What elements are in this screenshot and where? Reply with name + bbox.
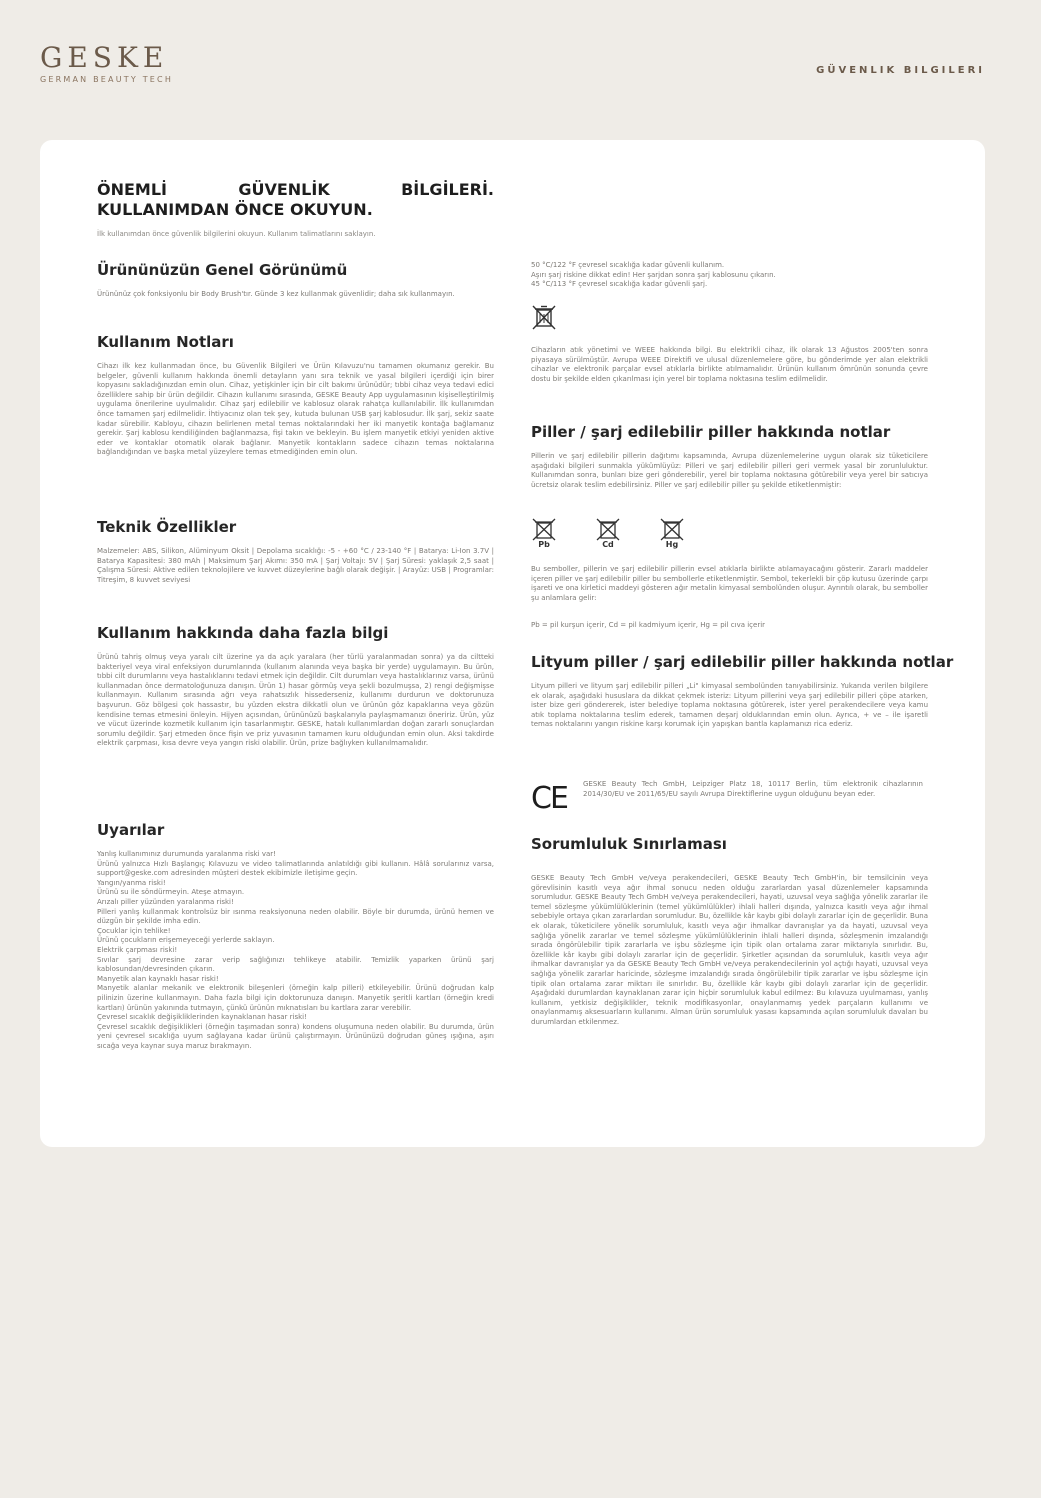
usage-notes-heading: Kullanım Notları <box>97 333 234 351</box>
liability-heading: Sorumluluk Sınırlaması <box>531 835 727 853</box>
temp-line: 45 °C/113 °F çevresel sıcaklığa kadar güvenli şarj. <box>531 280 708 289</box>
warning-line: Arızalı piller yüzünden yaralanma riski! <box>97 897 234 906</box>
overview-text: Ürününüz çok fonksiyonlu bir Body Brush'tır. Günde 3 kez kullanmak güvenlidir; daha sık kullanmayın. <box>97 290 455 298</box>
liability-text: GESKE Beauty Tech GmbH ve/veya perakendecileri, GESKE Beauty Tech GmbH'in, bir temsilcinin veya görevlisinin kasıtlı veya ağır ihmal sonucu neden olduğu zararlardan yasal düzenlemeler kapsamında sorumludur. GESKE Beauty Tech GmbH ve/veya perakendecileri, hayati, uzuvsal veya sağlığa yönelik zararlar ile temel sözleşme yükümlülüklerinin (temel yükümlülükler) ihlali halleri dışında, yalnızca kasıtlı veya ağır ihmal sebebiyle ortaya çıkan zararlardan sorumludur. Bu, özellikle kâr kaybı gibi dolaylı zararlar için de geçerlidir. Buna ek olarak, tüketicilere yönelik sorumluluk, kasıtlı veya ağır ihmalkar davranışlar ya da hayati, uzuvsal veya sağlığa yönelik zararlar ve temel sözleşme yükümlülüklerinin ihlali halleri dışında, sözleşmenin imzalandığı sırada öngörülebilir tipik zararlarla ve işbu sözleşme için tipik olan ortalama zarar miktarıyla sınırlıdır. Bu, özellikle kâr kaybı gibi dolaylı zararlar için de geçerlidir. Şirketler açısından da sorumluluk, kasıtlı veya ağır ihmalkar davranışlar ya da GESKE Beauty Tech GmbH ve/veya perakendecilerinin yol açtığı hayati, uzuvsal veya sağlığa yönelik zararlar haricinde, sözleşme imzalandığı sırada öngörülebilir tipik zararlar ve işbu sözleşme için tipik olan ortalama zarar miktarı ile sınırlıdır. Bu, özellikle kâr kaybı gibi dolaylı zararlar için de geçerlidir. Aşağıdaki durumlardan kaynaklanan zarar için hiçbir sorumluluk kabul edilmez: Bu kılavuza uyulmaması, yanlış kullanım, yetkisiz değişiklikler, teknik modifikasyonlar, onaylanmamış yedek parçaların kullanımı ve onaylanmamış aksesuarların kullanımı. Alman ürün sorumluluk yasası kapsamında açılan sorumluluk davaları bu durumlardan etkilenmez. <box>531 874 928 1026</box>
temp-line: 50 °C/122 °F çevresel sıcaklığa kadar güvenli kullanım. <box>531 261 725 269</box>
warning-line: Ürünü yalnızca Hızlı Başlangıç Kılavuzu ve video talimatlarında anlatıldığı gibi kullanın. Hâlâ sorularınız varsa, support@geske.com adresinden müşteri destek ekibimizle iletişime geçin. <box>97 859 494 878</box>
warning-line: Elektrik çarpması riski! <box>97 945 178 954</box>
batteries-text: Pillerin ve şarj edilebilir pillerin dağıtımı kapsamında, Avrupa düzenlemelerine uygun olarak siz tüketicilere aşağıdaki bilgileri sunmakla yükümlüyüz: Pilleri ve şarj edilebilir pilleri geri vermek yasal bir zorunluluktur. Kullanımdan sonra, bunları bize geri gönderebilir, yerel bir toplama noktasına götürebilir veya yerel bir satıcıya ücretsiz olarak teslim edebilirsiniz. Piller ve şarj edilebilir piller şu şekilde etiketlenmiştir: <box>531 452 928 489</box>
warning-line: Ürünü çocukların erişemeyeceği yerlerde saklayın. <box>97 936 275 945</box>
symbols-text: Bu semboller, pillerin ve şarj edilebilir pillerin evsel atıklarla birlikte atılamayacağını gösterir. Zararlı maddeler içeren piller ve şarj edilebilir piller bu sembollerle etiketlenmiştir. Sembol, tekerlekli bir çöp kutusu üzerinde çarpı işareti ve ona kirletici maddeyi gösteren ağır metalin kimyasal sembolünden oluşur. Ayrıntılı olarak, bu semboller şu anlamlara gelir: <box>531 565 928 602</box>
bin-symbol-hg <box>659 517 685 549</box>
page-title: ÖNEMLİ GÜVENLİK BİLGİLERİ. KULLANIMDAN ÖNCE OKUYUN. <box>97 180 494 219</box>
tech-specs-text: Malzemeler: ABS, Silikon, Alüminyum Oksit | Depolama sıcaklığı: -5 - +60 °C / 23-140 °F | Batarya: Li-Ion 3.7V | Batarya Kapasitesi: 380 mAh | Maksimum Şarj Akımı: 350 mA | Şarj Voltajı: 5V | Şarj Süresi: yaklaşık 2,5 saat | Çalışma Süresi: Aktive edilen teknolojilere ve kuvvet düzeylerine bağlı olarak değişir. | Arayüz: USB | Programlar: Titreşim, 8 kuvvet seviyesi <box>97 547 494 584</box>
temp-line: Aşırı şarj riskine dikkat edin! Her şarjdan sonra şarj kablosunu çıkarın. <box>531 270 776 279</box>
intro-note: İlk kullanımdan önce güvenlik bilgilerini okuyun. Kullanım talimatlarını saklayın. <box>97 230 376 238</box>
bin-label: Hg <box>665 540 679 549</box>
crossed-bin-icon <box>531 517 557 541</box>
ce-text: GESKE Beauty Tech GmbH, Leipziger Platz 18, 10117 Berlin, tüm elektronik cihazlarının 2014/30/EU ve 2011/65/EU sayılı Avrupa Direktiflerine uygun olduğunu beyan eder. <box>583 780 923 798</box>
crossed-bin-icon <box>595 517 621 541</box>
metals-legend: Pb = pil kurşun içerir, Cd = pil kadmiyum içerir, Hg = pil cıva içerir <box>531 621 766 629</box>
ce-mark-icon: CE <box>531 781 567 816</box>
bin-symbol-pb <box>531 517 557 549</box>
warnings-list <box>97 850 494 1051</box>
brand-tagline: GERMAN BEAUTY TECH <box>40 75 174 84</box>
weee-bin-icon <box>531 304 557 331</box>
overview-heading: Ürününüzün Genel Görünümü <box>97 261 348 279</box>
warning-line: Yanlış kullanımınız durumunda yaralanma riski var! <box>97 850 276 858</box>
bin-symbol-cd <box>595 517 621 549</box>
warning-line: Ürünü su ile söndürmeyin. Ateşe atmayın. <box>97 888 245 897</box>
usage-notes-text: Cihazı ilk kez kullanmadan önce, bu Güvenlik Bilgileri ve Ürün Kılavuzu'nu tamamen okumanız gerekir. Bu belgeler, güvenli kullanım hakkında önemli detayların yanı sıra teknik ve yasal bilgileri içerdiği için birer kopyasını sakladığınızdan emin olun. Cihaz, yetişkinler için bir cilt bakımı ürünüdür; tıbbi cihaz veya tedavi edici özelliklere sahip bir ürün değildir. Cihazın kullanımı sırasında, GESKE Beauty App uygulamasının kişiselleştirilmiş uygulama önerilerine uyulmalıdır. Cihaz şarj edilebilir ve kablosuz olarak rahatça kullanılabilir. İlk kullanımdan önce tamamen şarj edilmelidir. İhtiyacınız olan tek şey, kutuda bulunan USB şarj kablosudur. İlk şarj, sekiz saate kadar sürebilir. Kabloyu, cihazın belirlenen metal temas noktalarındaki her iki manyetik kontağa bağlamanız gerekir. Şarj kablosu kendiliğinden bağlanmazsa, fişi takın ve bekleyin. Bu işlem manyetik etkiyi yeniden aktive eder ve kontaklar otomatik olarak bağlanır. Manyetik kontakların sadece cihazın temas noktalarına bağlandığından ve başka metal yüzeylere temas etmediğinden emin olun. <box>97 362 494 457</box>
lithium-text: Lityum pilleri ve lityum şarj edilebilir pilleri „Li" kimyasal sembolünden tanıyabilirsiniz. Yukarıda verilen bilgilere ek olarak, aşağıdaki hususlara da dikkat çekmek isteriz: Lityum pillerini veya şarj edilebilir pilleri çöpe atarken, ister bize geri göndererek, ister belediye toplama noktasına götürerek, ister yerel perakendecilere veya kamu atık toplama noktalarına teslim ederek, tamamen deşarj olduklarından emin olun. Ayrıca, + ve – ile işaretli temas noktalarını yangın riskine karşı korumak için yapışkan bantla kaplamanızı rica ederiz. <box>531 682 928 729</box>
brand-name: GESKE <box>40 41 169 74</box>
tech-specs-heading: Teknik Özellikler <box>97 518 237 536</box>
weee-text: Cihazların atık yönetimi ve WEEE hakkında bilgi. Bu elektrikli cihaz, ilk olarak 13 Ağustos 2005'ten sonra piyasaya sürülmüştür. Avrupa WEEE Direktifi ve ulusal düzenlemelere göre, bu gönderimde yer alan elektrikli cihazlar ve elektronik parçalar evsel atıklarla birlikte atılmamalıdır. Ürünün kullanım ömrünün sonunda çevre dostu bir şekilde elden çıkarılması için yerel bir toplama noktasına teslim edilmelidir. <box>531 346 928 383</box>
batteries-heading: Piller / şarj edilebilir piller hakkında notlar <box>531 423 891 441</box>
brand-logo <box>40 41 174 84</box>
warning-line: Çevresel sıcaklık değişiklikleri (örneğin taşımadan sonra) kondens oluşumuna neden olabilir. Bu durumda, ürün yeni çevresel sıcaklığa uyum sağlayana kadar ürünü çalıştırmayın. Ürününüzü doğrudan güneş ışığına, aşırı sıcağa veya kaynar suya maruz bırakmayın. <box>97 1022 494 1050</box>
warning-line: Yangın/yanma riski! <box>97 878 166 887</box>
warning-line: Çevresel sıcaklık değişikliklerinden kaynaklanan hasar riski! <box>97 1013 307 1022</box>
ce-declaration <box>531 780 923 816</box>
battery-symbols <box>531 517 685 549</box>
bin-label: Cd <box>602 540 614 549</box>
crossed-bin-icon <box>659 517 685 541</box>
page-section-title: GÜVENLIK BILGILERI <box>816 65 985 76</box>
warning-line: Pilleri yanlış kullanmak kontrolsüz bir ısınma reaksiyonuna neden olabilir. Böyle bir durumda, ürünü hemen ve düzgün bir şekilde imha edin. <box>97 907 494 926</box>
temperature-notes <box>531 261 928 290</box>
warning-line: Çocuklar için tehlike! <box>97 926 171 935</box>
warning-line: Manyetik alanlar mekanik ve elektronik bileşenleri (örneğin kalp pilleri) etkileyebilir. Ürünü doğrudan kalp pilinizin üzerine kullanmayın. Daha fazla bilgi için doktorunuza danışın. Manyetik şeritli kartları (örneğin kredi kartları) ürünün yakınında tutmayın, çünkü ürünün mıknatısları bu kartlara zarar verebilir. <box>97 984 494 1012</box>
warning-line: Manyetik alan kaynaklı hasar riski! <box>97 974 219 983</box>
warnings-heading: Uyarılar <box>97 821 165 839</box>
more-info-heading: Kullanım hakkında daha fazla bilgi <box>97 624 389 642</box>
warning-line: Sıvılar şarj devresine zarar verip sağlığınızı tehlikeye atabilir. Temizlik yaparken ürünü şarj kablosundan/devresinden çıkarın. <box>97 955 494 974</box>
more-info-text: Ürünü tahriş olmuş veya yaralı cilt üzerine ya da açık yaralara (her türlü yaralanmadan sonra) ya da ciltteki bakteriyel veya viral enfeksiyon durumlarında (kullanım alanında veya başka bir yerde) uygulamayın. Bu ürün, tıbbi cilt durumlarını veya hastalıklarını tedavi etmek için değildir. Cilt durumları veya hastalıklarınız varsa, ürünü kullanmadan önce dermatoloğunuza danışın. Ürün 1) hasar görmüş veya şekli bozulmuşsa, 2) rengi değişmişse kullanmayın. Kullanım sırasında ağrı veya rahatsızlık hissederseniz, kullanımı durdurun ve doktorunuza başvurun. Göz bölgesi çok hassastır, bu yüzden ekstra dikkatli olun ve ürünün göz kapaklarına veya gözün kendisine temas etmesini önleyin. Hijyen açısından, ürününüzü başkalarıyla paylaşmamanızı öneririz. Ürün, yüz ve vücut üzerinde kozmetik kullanım için tasarlanmıştır. GESKE, hatalı kullanımlardan doğan zararlı sonuçlardan sorumlu değildir. Şarj etmeden önce fişin ve priz yuvasının tamamen kuru olduğundan emin olun. Aksi takdirde elektrik çarpması, kısa devre veya yangın riski olabilir. Ürün, prize bağlıyken kullanılmamalıdır. <box>97 653 494 748</box>
content-card <box>40 140 985 1147</box>
lithium-heading: Lityum piller / şarj edilebilir piller hakkında notlar <box>531 653 954 671</box>
bin-label: Pb <box>538 540 550 549</box>
